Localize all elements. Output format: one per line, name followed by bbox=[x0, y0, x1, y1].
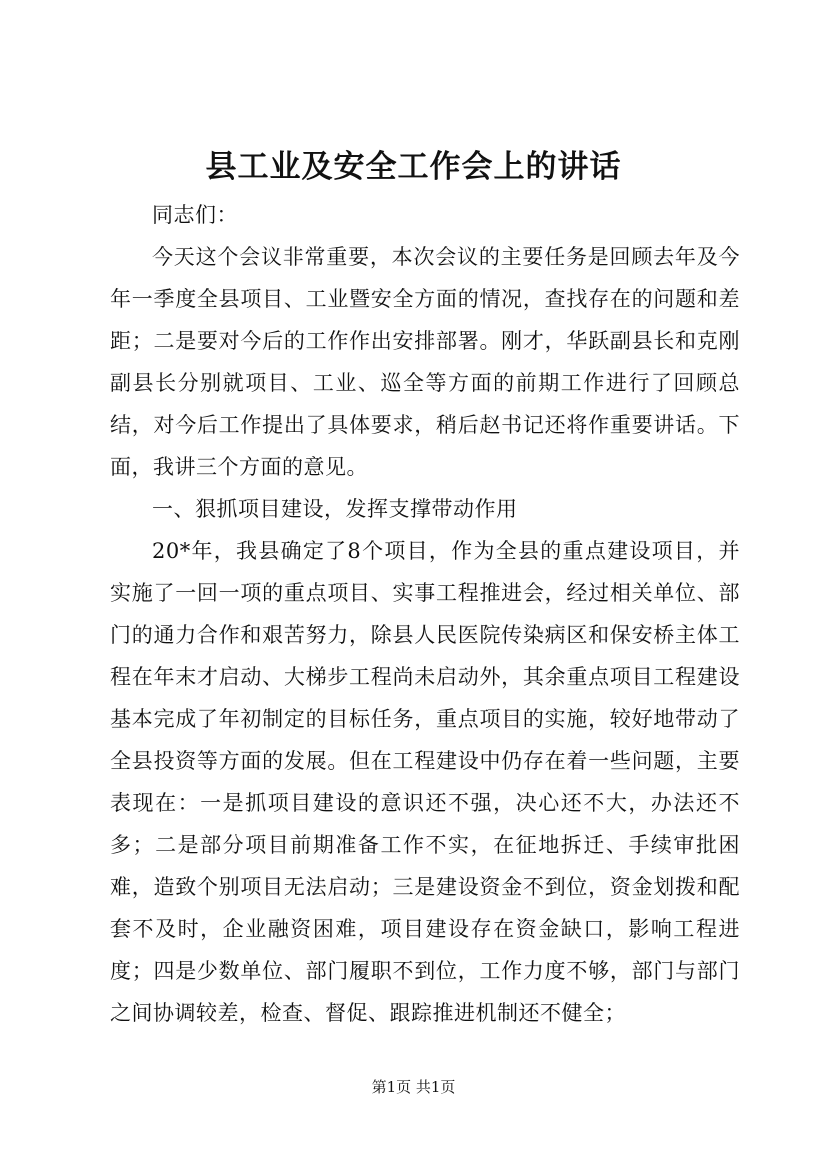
section-heading-1: 一、狠抓项目建设，发挥支撑带动作用 bbox=[152, 497, 518, 521]
page-footer: 第1页 共1页 bbox=[371, 1078, 456, 1096]
document-title: 县工业及安全工作会上的讲话 bbox=[205, 149, 622, 185]
paragraph-intro: 今天这个会议非常重要，本次会议的主要任务是回顾去年及今年一季度全县项目、工业暨安全方面的情况，查找存在的问题和差距；二是要对今后的工作作出安排部署。刚才，华跃副县长和克刚副县长分别就项目、工业、巡全等方面的前期工作进行了回顾总结，对今后工作提出了具体要求，稍后赵书记还将作重要讲话。下面，我讲三个方面的意见。 bbox=[110, 245, 740, 479]
document-body bbox=[110, 194, 740, 1034]
paragraph-projects: 20*年，我县确定了8个项目，作为全县的重点建设项目，并实施了一回一项的重点项目、实事工程推进会，经过相关单位、部门的通力合作和艰苦努力，除县人民医院传染病区和保安桥主体工程在年末才启动、大梯步工程尚未启动外，其余重点项目工程建设基本完成了年初制定的目标任务，重点项目的实施，较好地带动了全县投资等方面的发展。但在工程建设中仍存在着一些问题，主要表现在：一是抓项目建设的意识还不强，决心还不大，办法还不多；二是部分项目前期准备工作不实，在征地拆迁、手续审批困难，造致个别项目无法启动；三是建设资金不到位，资金划拨和配套不及时，企业融资困难，项目建设存在资金缺口，影响工程进度；四是少数单位、部门履职不到位，工作力度不够，部门与部门之间协调较差，检查、督促、跟踪推进机制还不健全； bbox=[110, 539, 740, 1025]
salutation: 同志们： bbox=[152, 203, 238, 227]
